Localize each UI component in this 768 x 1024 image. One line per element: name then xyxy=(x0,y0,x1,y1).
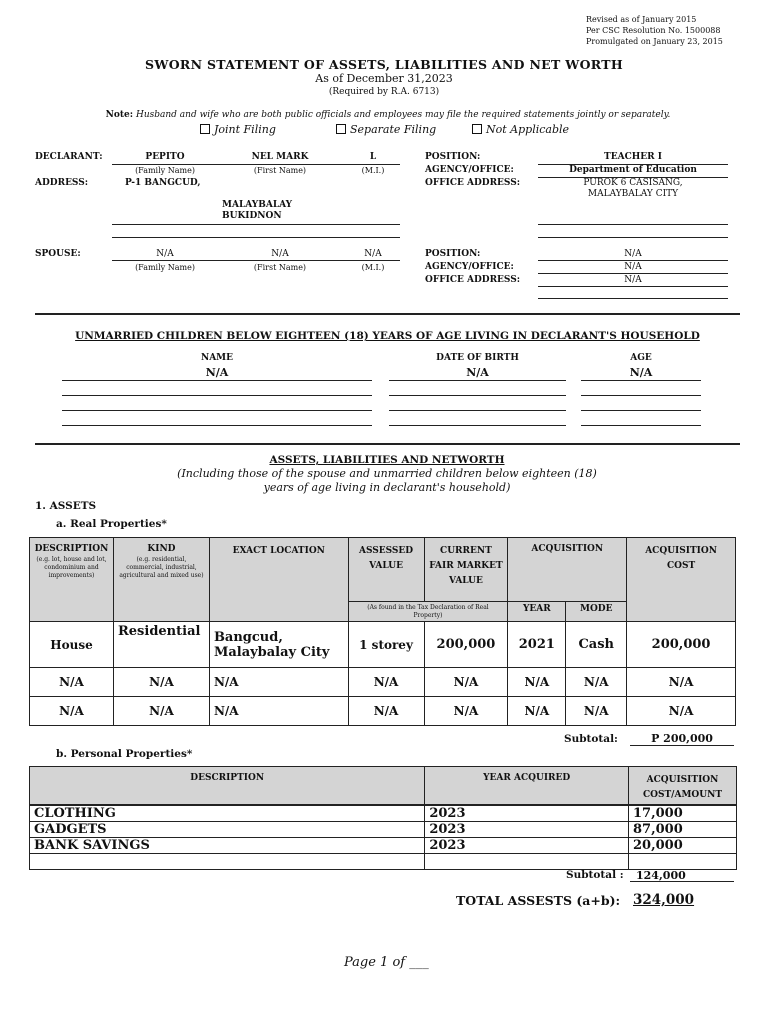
address-line: P-1 BANGCUD, xyxy=(125,178,201,188)
filing-option-na[interactable] xyxy=(472,123,569,136)
spouse-agency: N/A xyxy=(624,262,642,272)
declarant-agency: Department of Education xyxy=(569,165,697,175)
note-label: Note: xyxy=(105,110,134,120)
table-row xyxy=(30,668,736,697)
cell-description: CLOTHING xyxy=(30,805,425,822)
office-address-line: PUROK 6 CASISANG, xyxy=(583,178,683,188)
real-subtotal-value: P 200,000 xyxy=(651,732,713,745)
real-properties-label: a. Real Properties* xyxy=(56,518,167,530)
cell-year: N/A xyxy=(508,697,566,726)
child-dob: N/A xyxy=(466,366,489,379)
position-label: POSITION: xyxy=(425,152,481,162)
cell-mode: N/A xyxy=(566,697,627,726)
address-label: ADDRESS: xyxy=(35,178,89,188)
table-row xyxy=(30,837,737,853)
required-by: (Required by R.A. 6713) xyxy=(328,87,440,97)
col-acquisition-cost: ACQUISITION COST/AMOUNT xyxy=(629,767,737,805)
revision-line: Revised as of January 2015 xyxy=(586,15,697,24)
spouse-agency-label: AGENCY/OFFICE: xyxy=(425,262,514,272)
table-row xyxy=(30,821,737,837)
personal-properties-label: b. Personal Properties* xyxy=(56,748,193,760)
address-line: BUKIDNON xyxy=(222,211,282,221)
col-market: CURRENT FAIR MARKET VALUE xyxy=(424,538,508,602)
table-row xyxy=(30,853,737,869)
cell-description: House xyxy=(30,622,114,668)
spouse-mi: N/A xyxy=(364,249,382,259)
cell-kind: N/A xyxy=(113,697,209,726)
revision-line: Per CSC Resolution No. 1500088 xyxy=(586,26,721,35)
section-divider xyxy=(35,443,740,445)
personal-subtotal-value: 124,000 xyxy=(636,869,686,882)
children-col-dob: DATE OF BIRTH xyxy=(436,353,519,363)
mi-caption: (M.I.) xyxy=(361,166,385,175)
assets-label: 1. ASSETS xyxy=(35,500,97,512)
filing-option-label: Not Applicable xyxy=(486,123,570,136)
checkbox-icon[interactable] xyxy=(472,124,482,134)
note-text: Husband and wife who are both public officials and employees may file the required statements jointly or separately. xyxy=(135,110,671,120)
mi-caption: (M.I.) xyxy=(361,263,385,272)
checkbox-icon[interactable] xyxy=(336,124,346,134)
children-col-name: NAME xyxy=(200,353,234,363)
total-assets-value: 324,000 xyxy=(633,892,695,908)
cell-market: N/A xyxy=(424,668,508,697)
col-mode: MODE xyxy=(566,602,627,622)
filing-option-label: Joint Filing xyxy=(214,123,276,136)
cell-cost: 20,000 xyxy=(629,837,737,853)
cell-cost: 17,000 xyxy=(629,805,737,822)
first-name-caption: (First Name) xyxy=(253,166,307,175)
spouse-position-label: POSITION: xyxy=(425,249,481,259)
cell-description: N/A xyxy=(30,668,114,697)
cell-year: N/A xyxy=(508,668,566,697)
spouse-position: N/A xyxy=(624,249,642,259)
col-year: YEAR xyxy=(508,602,566,622)
cell-mode: Cash xyxy=(566,622,627,668)
form-title: SWORN STATEMENT OF ASSETS, LIABILITIES AND NET WORTH xyxy=(145,57,623,72)
table-header-row xyxy=(30,538,736,602)
revision-note xyxy=(586,14,723,47)
cell-description: N/A xyxy=(30,697,114,726)
family-name-caption: (Family Name) xyxy=(135,166,195,175)
cell-cost: 87,000 xyxy=(629,821,737,837)
col-kind: KIND (e.g. residential, commercial, industrial, agricultural and mixed use) xyxy=(113,538,209,622)
office-address-line: MALAYBALAY CITY xyxy=(587,189,679,199)
section-divider xyxy=(35,313,740,315)
declarant-label: DECLARANT: xyxy=(35,152,103,162)
col-assessed: ASSESSED VALUE xyxy=(348,538,424,602)
spouse-first-name: N/A xyxy=(271,249,289,259)
filing-option-joint[interactable] xyxy=(200,123,276,136)
assets-section-sub: years of age living in declarant's household) xyxy=(263,481,511,494)
children-heading: UNMARRIED CHILDREN BELOW EIGHTEEN (18) YEARS OF AGE LIVING IN DECLARANT'S HOUSEHOLD xyxy=(75,330,700,342)
col-location: EXACT LOCATION xyxy=(209,538,348,622)
as-of-date: As of December 31,2023 xyxy=(315,72,453,85)
revision-line: Promulgated on January 23, 2015 xyxy=(586,37,723,46)
col-year-acquired: YEAR ACQUIRED xyxy=(425,767,629,805)
table-header-row xyxy=(30,767,737,805)
cell-year: 2023 xyxy=(425,821,629,837)
spouse-office-address: N/A xyxy=(624,275,642,285)
cell-assessed: 1 storey xyxy=(348,622,424,668)
page-footer: Page 1 of ___ xyxy=(344,955,429,970)
col-description: DESCRIPTION (e.g. lot, house and lot, condominium and improvements) xyxy=(30,538,114,622)
spouse-label: SPOUSE: xyxy=(35,249,81,259)
filing-option-label: Separate Filing xyxy=(350,123,437,136)
spouse-family-name: N/A xyxy=(156,249,174,259)
cell-year: 2021 xyxy=(508,622,566,668)
cell-assessed: N/A xyxy=(348,697,424,726)
address-line: MALAYBALAY xyxy=(222,200,293,210)
filing-option-separate[interactable] xyxy=(336,123,436,136)
assets-section-heading: ASSETS, LIABILITIES AND NETWORTH xyxy=(269,454,505,466)
cell-cost: N/A xyxy=(627,697,736,726)
real-subtotal-label: Subtotal: xyxy=(564,733,618,745)
cell-assessed: N/A xyxy=(348,668,424,697)
col-cost: ACQUISITION COST xyxy=(627,538,736,622)
cell-location: N/A xyxy=(209,668,348,697)
cell-cost: N/A xyxy=(627,668,736,697)
first-name-caption: (First Name) xyxy=(253,263,307,272)
table-row xyxy=(30,805,737,822)
note xyxy=(0,110,768,120)
cell-year: 2023 xyxy=(425,837,629,853)
spouse-office-address-label: OFFICE ADDRESS: xyxy=(425,275,521,285)
cell-description: BANK SAVINGS xyxy=(30,837,425,853)
cell-year: 2023 xyxy=(425,805,629,822)
declarant-position: TEACHER I xyxy=(604,152,662,162)
table-row xyxy=(30,622,736,668)
declarant-mi: L xyxy=(369,152,377,162)
col-acquisition: ACQUISITION xyxy=(508,538,627,602)
declarant-first-name: NEL MARK xyxy=(251,152,309,162)
personal-subtotal-label: Subtotal : xyxy=(566,869,624,881)
assets-section-sub: (Including those of the spouse and unmarried children below eighteen (18) xyxy=(177,467,597,480)
cell-description xyxy=(30,853,425,869)
declarant-family-name: PEPITO xyxy=(145,152,185,162)
personal-properties-table xyxy=(29,766,737,870)
cell-location: Bangcud, Malaybalay City xyxy=(209,622,348,668)
cell-cost xyxy=(629,853,737,869)
child-name: N/A xyxy=(205,366,229,379)
cell-kind: Residential xyxy=(113,622,209,668)
total-assets-label: TOTAL ASSESTS (a+b): xyxy=(456,893,621,908)
cell-location: N/A xyxy=(209,697,348,726)
agency-label: AGENCY/OFFICE: xyxy=(425,165,514,175)
tax-declaration-note: (As found in the Tax Declaration of Real Property) xyxy=(348,602,508,622)
cell-description: GADGETS xyxy=(30,821,425,837)
table-row xyxy=(30,697,736,726)
cell-market: 200,000 xyxy=(424,622,508,668)
office-address-label: OFFICE ADDRESS: xyxy=(425,178,521,188)
cell-mode: N/A xyxy=(566,668,627,697)
family-name-caption: (Family Name) xyxy=(135,263,195,272)
cell-kind: N/A xyxy=(113,668,209,697)
children-col-age: AGE xyxy=(630,353,652,363)
checkbox-icon[interactable] xyxy=(200,124,210,134)
cell-market: N/A xyxy=(424,697,508,726)
col-description: DESCRIPTION xyxy=(30,767,425,805)
cell-year xyxy=(425,853,629,869)
child-age: N/A xyxy=(629,366,653,379)
cell-cost: 200,000 xyxy=(627,622,736,668)
real-properties-table xyxy=(29,537,736,726)
